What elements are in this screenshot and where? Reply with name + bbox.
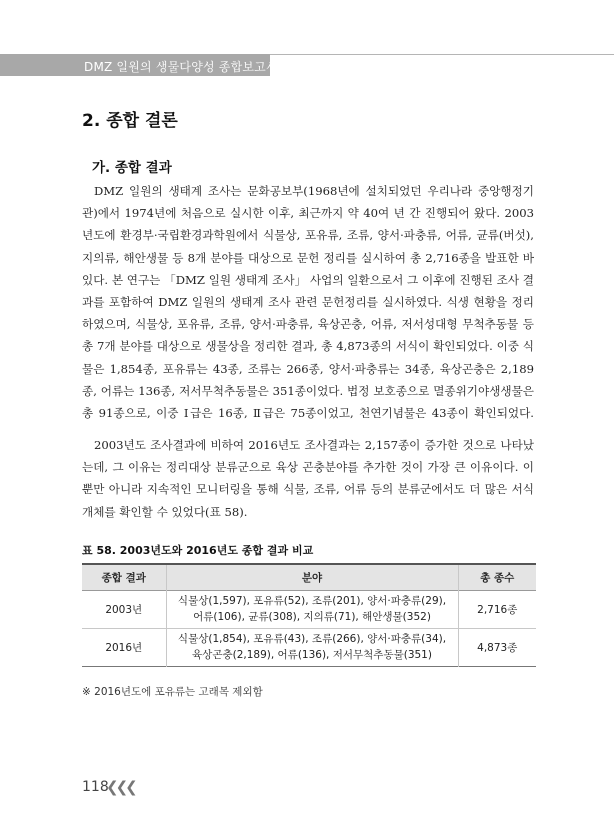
- cell-fields: [166, 590, 458, 628]
- header-cell-total: 총 종수: [458, 564, 536, 590]
- table-header-row: [82, 564, 536, 590]
- cell-total: 2,716종: [458, 590, 536, 628]
- table-row: [82, 590, 536, 628]
- header-cell-field: 분야: [166, 564, 458, 590]
- cell-fields-line: 식물상(1,854), 포유류(43), 조류(266), 양서·파충류(34),: [177, 633, 447, 645]
- cell-fields-line: 어류(106), 균류(308), 지의류(71), 해안생물(352): [193, 611, 431, 623]
- table-row: [82, 628, 536, 666]
- cell-fields: [166, 628, 458, 666]
- header-cell-result: 종합 결과: [82, 564, 166, 590]
- cell-year: 2016년: [82, 628, 166, 666]
- table-caption: 표 58. 2003년도와 2016년도 종합 결과 비교: [82, 544, 314, 557]
- body-paragraph: DMZ 일원의 생태계 조사는 문화공보부(1968년에 설치되었던 우리나라 중앙행정기관)에서 1974년에 처음으로 실시한 이후, 최근까지 약 40여 년 간 진행되어 왔다. 2003년도에 환경부·국립환경과학원에서 식물상, 포유류, 조류, 양서·파충류, 어류, 균류(버섯), 지의류, 해안생물 등 8개 분야를 대상으로 문헌 정리를 실시하여 총 2,716종을 발표한 바 있다. 본 연구는 「DMZ 일원 생태계 조사」 사업의 일환으로서 그 이후에 진행된 조사 결과를 포함하여 DMZ 일원의 생태계 조사 관련 문헌정리를 실시하였다. 식생 현황을 정리하였으며, 식물상, 포유류, 조류, 양서·파충류, 육상곤충, 어류, 저서성대형 무척추동물 등 총 7개 분야를 대상으로 생물상을 정리한 결과, 총 4,873종의 서식이 확인되었다. 이중 식물은 1,854종, 포유류는 43종, 조류는 266종, 양서·파충류는 34종, 육상곤충은 2,189종, 어류는 136종, 저서무척추동물은 351종이었다. 법정 보호종으로 멸종위기야생생물은 총 91종으로, 이중 Ⅰ급은 16종, Ⅱ급은 75종이었고, 천연기념물은 43종이 확인되었다.: [82, 184, 534, 421]
- cell-year: 2003년: [82, 590, 166, 628]
- cell-fields-line: 식물상(1,597), 포유류(52), 조류(201), 양서·파충류(29),: [177, 595, 447, 607]
- chevron-left-icon: ❮❮❮: [106, 778, 135, 796]
- cell-fields-line: 육상곤충(2,189), 어류(136), 저서무척추동물(351): [192, 649, 432, 661]
- header-rule: [270, 54, 614, 55]
- body-paragraph: 2003년도 조사결과에 비하여 2016년도 조사결과는 2,157종이 증가한 것으로 나타났는데, 그 이유는 정리대상 분류군으로 육상 곤충분야를 추가한 것이 가장 큰 이유이다. 이뿐만 아니라 지속적인 모니터링을 통해 식물, 조류, 어류 등의 분류군에서도 더 많은 서식개체를 확인할 수 있었다(표 58).: [82, 438, 534, 519]
- cell-total: 4,873종: [458, 628, 536, 666]
- running-title: DMZ 일원의 생물다양성 종합보고서: [84, 60, 278, 74]
- section-title: 2. 종합 결론: [82, 111, 178, 131]
- table-note: ※ 2016년도에 포유류는 고래목 제외함: [82, 686, 263, 698]
- subsection-title: 가. 종합 결과: [92, 160, 172, 176]
- comparison-table: [82, 563, 536, 667]
- page-number: 118: [82, 779, 109, 795]
